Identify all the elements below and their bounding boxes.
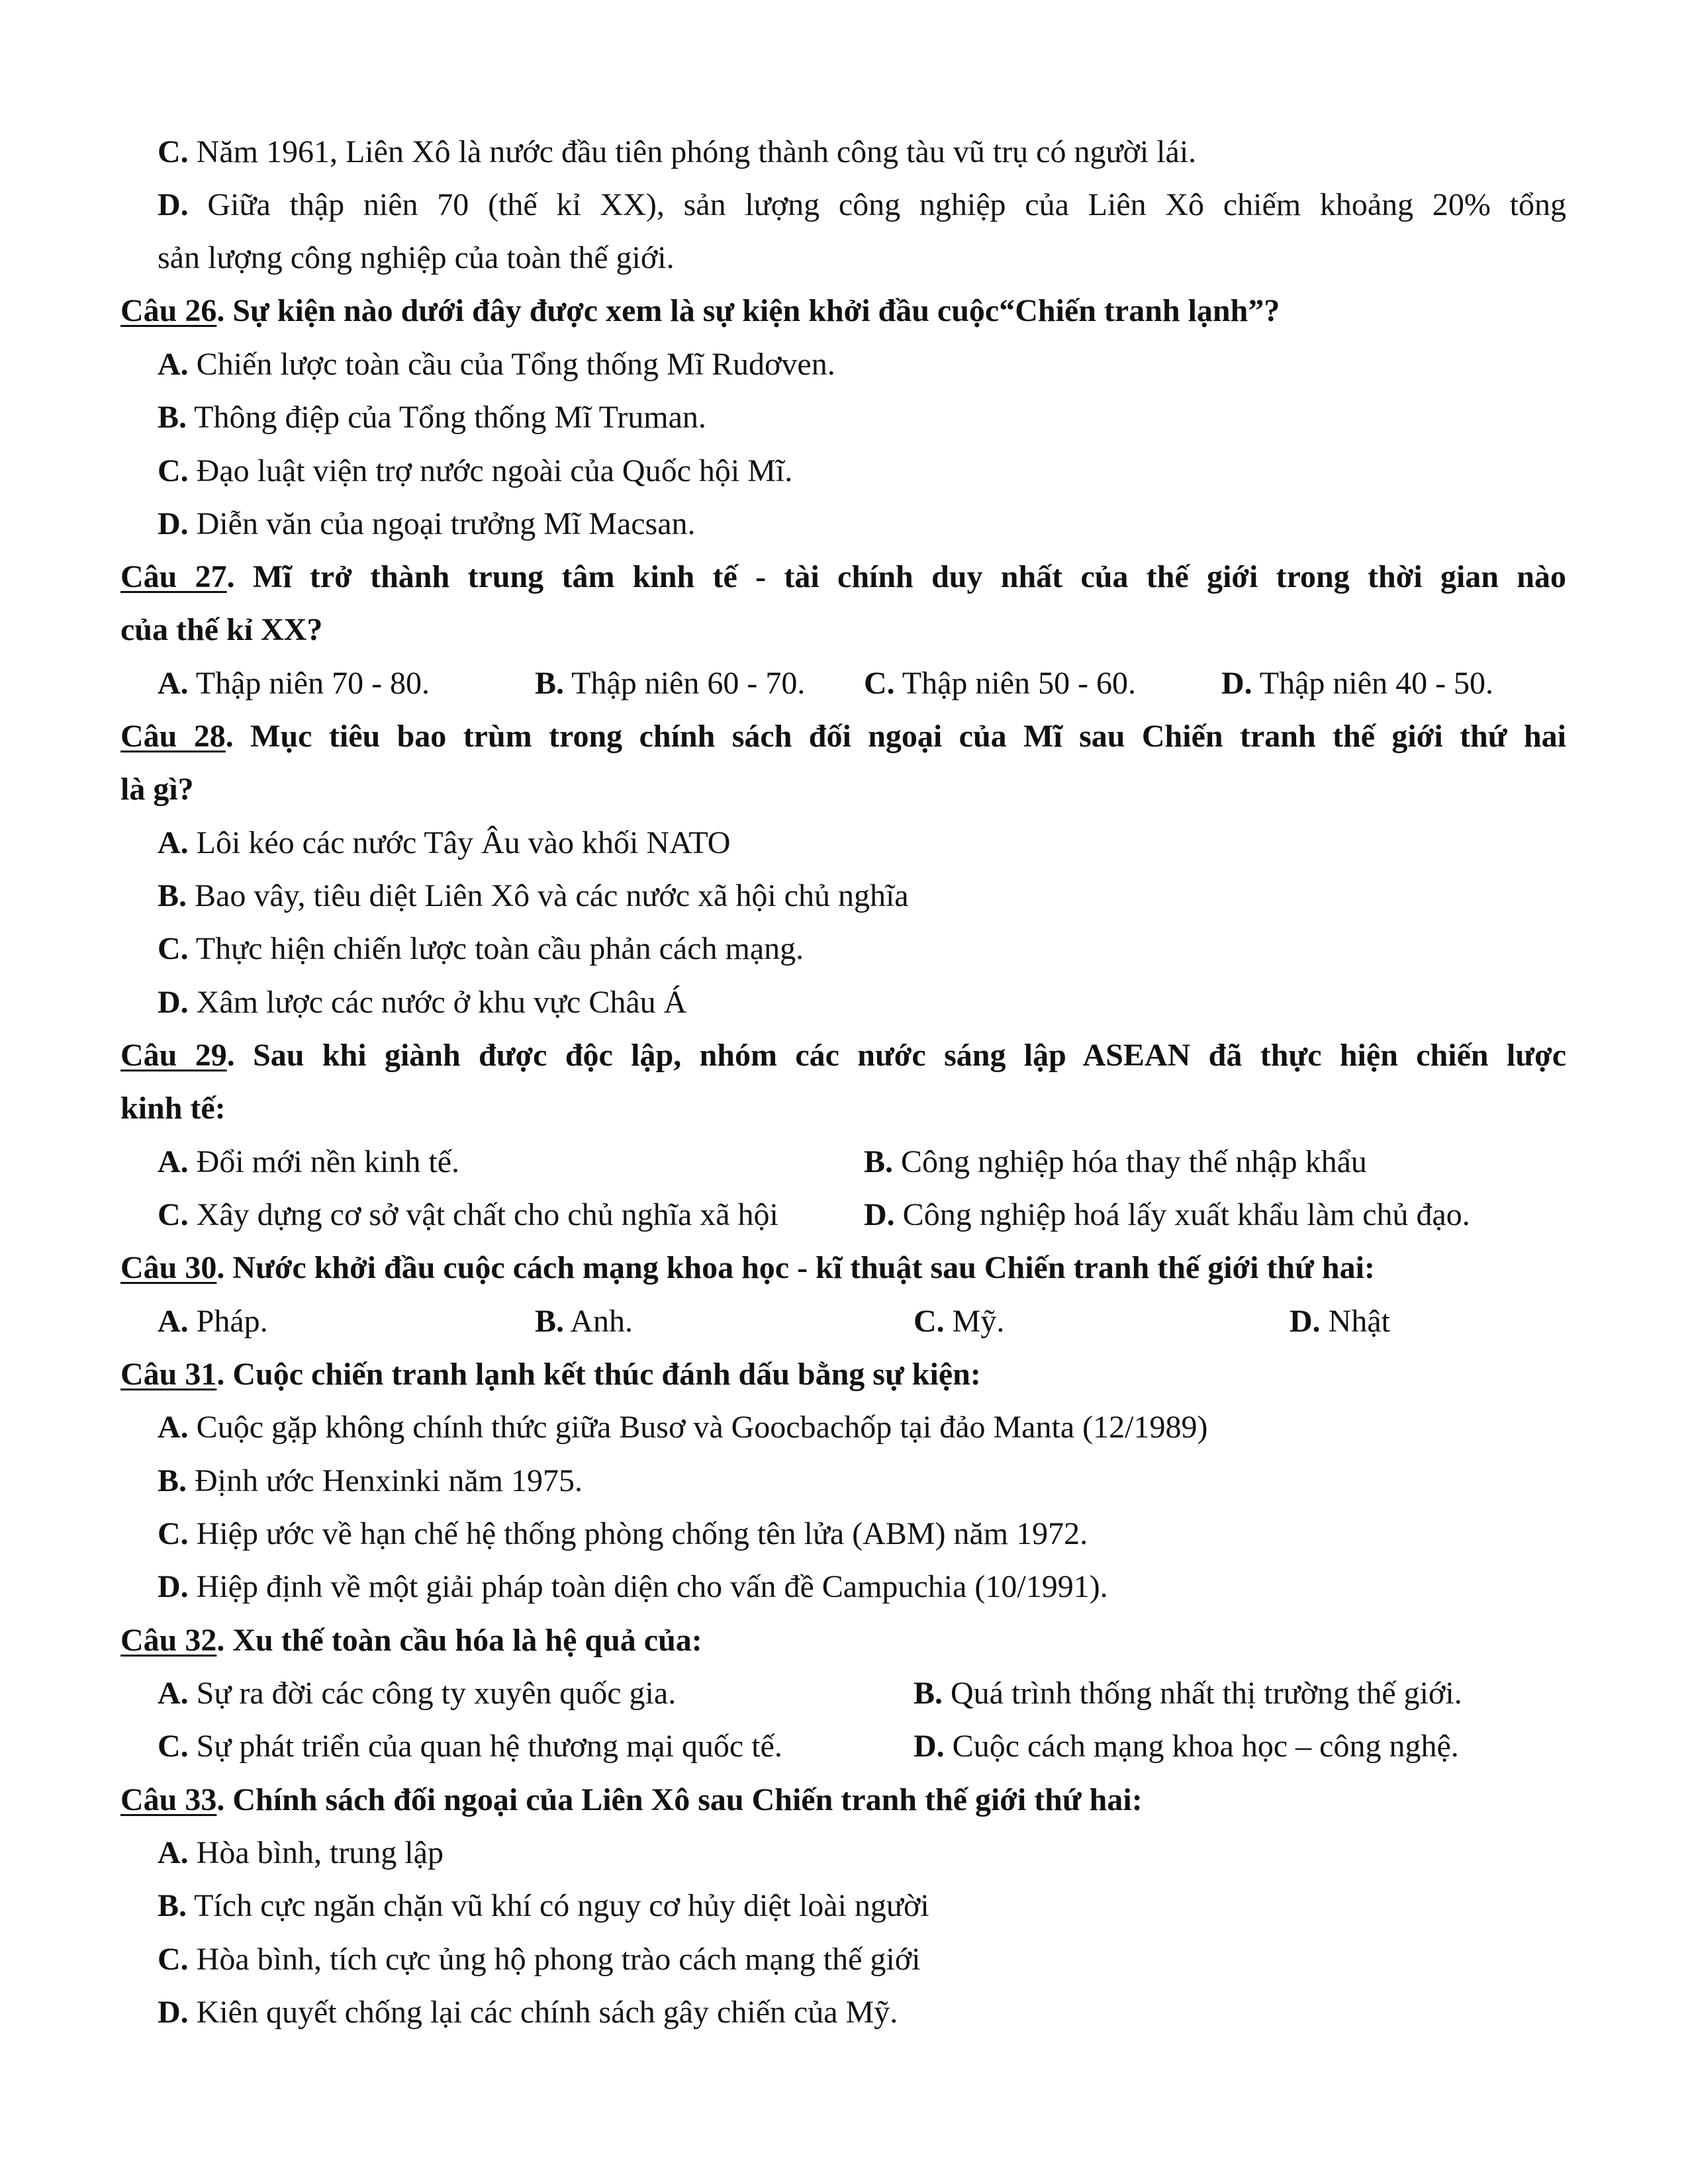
option-letter: D. [1289, 1304, 1321, 1339]
option-text: Xây dựng cơ sở vật chất cho chủ nghĩa xã hội [188, 1197, 778, 1232]
question-text: . Mĩ trở thành trung tâm kinh tế - tài chính duy nhất của thế giới trong thời gian nào [226, 559, 1567, 594]
option-letter: C. [864, 666, 895, 701]
question-text: . Sau khi giành được độc lập, nhóm các nước sáng lập ASEAN đã thực hiện chiến lược [226, 1038, 1566, 1073]
option-letter: C. [158, 1197, 189, 1232]
option-text: Hiệp định về một giải pháp toàn diện cho vấn đề Campuchia (10/1991). [188, 1569, 1108, 1604]
q27-option-c [864, 657, 1136, 710]
question-number: Câu 26 [120, 293, 217, 328]
option-letter: A. [158, 1304, 189, 1339]
option-text: Cuộc gặp không chính thức giữa Busơ và Goocbachốp tại đảo Manta (12/1989) [188, 1410, 1208, 1445]
option-letter: C. [158, 134, 189, 169]
option-letter: D. [914, 1729, 945, 1764]
q26-option-c [0, 445, 1688, 498]
option-text: Thập niên 70 - 80. [188, 666, 430, 701]
option-text: Mỹ. [944, 1304, 1005, 1339]
option-text: Bao vây, tiêu diệt Liên Xô và các nước xã hội chủ nghĩa [187, 878, 909, 913]
option-letter: A. [158, 1835, 189, 1870]
q32-option-c [158, 1720, 782, 1773]
question-32 [0, 1614, 1688, 1667]
question-28 [0, 710, 1688, 763]
option-letter: A. [158, 1144, 189, 1179]
q32-option-b [914, 1667, 1462, 1720]
q29-option-b [864, 1136, 1367, 1189]
question-29-cont [0, 1082, 1688, 1135]
question-text: . Xu thế toàn cầu hóa là hệ quả của: [216, 1623, 702, 1658]
option-letter: A. [158, 825, 189, 860]
option-text: Tích cực ngăn chặn vũ khí có nguy cơ hủy diệt loài người [187, 1888, 929, 1923]
option-text: Năm 1961, Liên Xô là nước đầu tiên phóng thành công tàu vũ trụ có người lái. [188, 134, 1197, 169]
q31-option-d [0, 1561, 1688, 1614]
q26-option-b [0, 391, 1688, 444]
q30-option-b [535, 1295, 633, 1348]
q29-option-c [158, 1189, 778, 1242]
question-31 [0, 1348, 1688, 1401]
option-letter: B. [864, 1144, 894, 1179]
q26-option-a [0, 338, 1688, 391]
q29-options-row-1 [0, 1136, 1688, 1189]
q31-option-c [0, 1508, 1688, 1561]
question-text: . Mục tiêu bao trùm trong chính sách đối ngoại của Mĩ sau Chiến tranh thế giới thứ hai [225, 719, 1567, 754]
option-text: Thập niên 50 - 60. [894, 666, 1137, 701]
option-text: Thập niên 40 - 50. [1252, 666, 1494, 701]
question-27 [0, 551, 1688, 604]
option-text: Định ước Henxinki năm 1975. [187, 1463, 583, 1498]
option-letter: A. [158, 666, 189, 701]
option-text: Cuộc cách mạng khoa học – công nghệ. [944, 1729, 1459, 1764]
question-30 [0, 1242, 1688, 1295]
option-letter: B. [158, 400, 187, 435]
option-text: Hòa bình, tích cực ủng hộ phong trào cách mạng thế giới [188, 1942, 921, 1977]
option-letter: B. [535, 666, 565, 701]
question-number: Câu 27 [120, 559, 227, 594]
option-text: Công nghiệp hóa thay thế nhập khẩu [893, 1144, 1367, 1179]
q32-options-row-2 [0, 1720, 1688, 1773]
question-number: Câu 32 [120, 1623, 217, 1658]
q31-option-a [0, 1401, 1688, 1454]
option-text: Đạo luật viện trợ nước ngoài của Quốc hội Mĩ. [188, 453, 793, 488]
option-letter: B. [158, 878, 187, 913]
q33-option-c [0, 1933, 1688, 1986]
option-text: Pháp. [188, 1304, 268, 1339]
option-text: Xâm lược các nước ở khu vực Châu Á [188, 985, 687, 1020]
question-text: . Nước khởi đầu cuộc cách mạng khoa học - kĩ thuật sau Chiến tranh thế giới thứ hai: [216, 1250, 1375, 1285]
carry-over-option-d [0, 179, 1688, 232]
q33-option-b [0, 1880, 1688, 1933]
option-letter: D. [158, 506, 189, 541]
option-text: Chiến lược toàn cầu của Tổng thống Mĩ Rudơven. [188, 347, 835, 382]
carry-over-option-d-cont [0, 232, 1688, 285]
option-text: Thực hiện chiến lược toàn cầu phản cách mạng. [188, 931, 804, 966]
question-text: . Sự kiện nào dưới đây được xem là sự kiện khởi đầu cuộc“Chiến tranh lạnh”? [216, 293, 1280, 328]
option-text: Anh. [564, 1304, 633, 1339]
option-text: Kiên quyết chống lại các chính sách gây chiến của Mỹ. [188, 1995, 898, 2030]
q28-option-c [0, 923, 1688, 976]
option-letter: B. [158, 1888, 187, 1923]
option-text: Quá trình thống nhất thị trường thế giới. [943, 1676, 1462, 1711]
q32-options-row-1 [0, 1667, 1688, 1720]
q32-option-d [914, 1720, 1459, 1773]
question-text-continued: của thế kỉ XX? [120, 612, 323, 647]
option-letter: C. [158, 453, 189, 488]
q26-option-d [0, 498, 1688, 551]
option-letter: D. [158, 985, 189, 1020]
question-number: Câu 29 [120, 1038, 227, 1073]
q29-option-a [158, 1136, 459, 1189]
q33-option-a [0, 1827, 1688, 1880]
option-letter: A. [158, 347, 189, 382]
option-letter: C. [158, 931, 189, 966]
q32-option-a [158, 1667, 676, 1720]
question-33 [0, 1774, 1688, 1827]
option-text: Hiệp ước về hạn chế hệ thống phòng chống tên lửa (ABM) năm 1972. [188, 1516, 1088, 1551]
q30-option-c [914, 1295, 1004, 1348]
option-text: Hòa bình, trung lập [188, 1835, 444, 1870]
question-29 [0, 1029, 1688, 1082]
option-letter: D. [1221, 666, 1252, 701]
q30-options [0, 1295, 1688, 1348]
option-text: Thập niên 60 - 70. [564, 666, 806, 701]
option-letter: B. [914, 1676, 943, 1711]
option-letter: D. [158, 1995, 189, 2030]
option-text: Công nghiệp hoá lấy xuất khẩu làm chủ đạo. [894, 1197, 1470, 1232]
q29-options-row-2 [0, 1189, 1688, 1242]
question-text: . Cuộc chiến tranh lạnh kết thúc đánh dấu bằng sự kiện: [216, 1357, 981, 1392]
option-letter: C. [158, 1729, 189, 1764]
option-text: Lôi kéo các nước Tây Âu vào khối NATO [188, 825, 731, 860]
option-letter: D. [864, 1197, 895, 1232]
option-letter: C. [914, 1304, 945, 1339]
option-text: Sự phát triển của quan hệ thương mại quốc tế. [188, 1729, 782, 1764]
option-letter: A. [158, 1410, 189, 1445]
question-26 [0, 285, 1688, 338]
q27-options [0, 657, 1688, 710]
option-text: Đổi mới nền kinh tế. [188, 1144, 460, 1179]
q28-option-a [0, 817, 1688, 870]
q33-option-d [0, 1986, 1688, 2039]
q28-option-b [0, 870, 1688, 923]
option-text: Nhật [1320, 1304, 1390, 1339]
option-text: Giữa thập niên 70 (thế kỉ XX), sản lượng công nghiệp của Liên Xô chiếm khoảng 20% tổng [188, 187, 1566, 222]
q31-option-b [0, 1455, 1688, 1508]
question-text-continued: kinh tế: [120, 1091, 226, 1126]
option-text: Sự ra đời các công ty xuyên quốc gia. [188, 1676, 677, 1711]
question-text-continued: là gì? [120, 772, 194, 807]
option-letter: B. [535, 1304, 565, 1339]
option-letter: D. [158, 1569, 189, 1604]
option-letter: A. [158, 1676, 189, 1711]
q27-option-d [1221, 657, 1493, 710]
q30-option-d [1289, 1295, 1390, 1348]
q30-option-a [158, 1295, 268, 1348]
q27-option-b [535, 657, 805, 710]
option-letter: C. [158, 1516, 189, 1551]
question-number: Câu 33 [120, 1782, 217, 1817]
question-28-cont [0, 763, 1688, 816]
option-text: Thông điệp của Tổng thống Mĩ Truman. [187, 400, 706, 435]
q28-option-d [0, 976, 1688, 1029]
question-number: Câu 28 [120, 719, 226, 754]
q27-option-a [158, 657, 430, 710]
q29-option-d [864, 1189, 1470, 1242]
option-text: Diễn văn của ngoại trưởng Mĩ Macsan. [188, 506, 696, 541]
option-text-continued: sản lượng công nghiệp của toàn thế giới. [158, 240, 675, 275]
option-letter: B. [158, 1463, 187, 1498]
question-text: . Chính sách đối ngoại của Liên Xô sau Chiến tranh thế giới thứ hai: [216, 1782, 1143, 1817]
question-27-cont [0, 604, 1688, 657]
question-number: Câu 30 [120, 1250, 217, 1285]
carry-over-option-c [0, 126, 1688, 179]
option-letter: D. [158, 187, 189, 222]
option-letter: C. [158, 1942, 189, 1977]
question-number: Câu 31 [120, 1357, 217, 1392]
